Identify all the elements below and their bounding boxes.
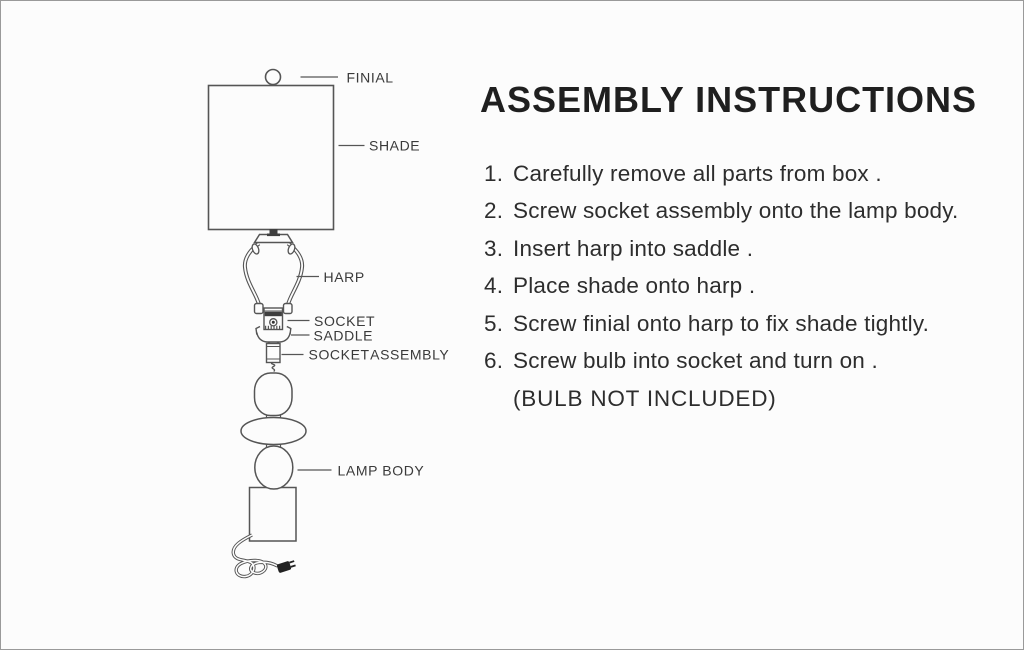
instruction-step-3 [484,230,959,268]
step-number: 4. [484,273,504,299]
instruction-step-1 [484,155,959,193]
instruction-step-5 [484,305,959,343]
finial-drawing [266,70,281,85]
label-socket: SOCKET [314,313,376,329]
label-finial: FINIAL [346,69,394,86]
bulb-not-included-note: (BULB NOT INCLUDED) [513,385,777,411]
socket-drawing [264,308,283,330]
step-text: Screw bulb into socket and turn on . [513,348,878,374]
lamp-diagram [1,1,461,650]
instruction-step-2 [484,193,959,231]
label-socket-assembly: SOCKET ASSEMBLY [308,346,450,363]
lamp-body-drawing [241,373,306,541]
instruction-step-6 [484,343,959,381]
step-number: 6. [484,348,504,374]
label-harp: HARP [323,269,365,285]
label-saddle: SADDLE [313,327,374,344]
step-text: Screw finial onto harp to fix shade tightly. [513,310,930,336]
step-number: 1. [484,160,504,186]
step-text: Carefully remove all parts from box . [513,160,882,186]
plug-icon [276,559,296,573]
harp-drawing [245,229,302,314]
label-shade: SHADE [369,137,421,154]
socket-assembly-drawing [267,344,281,372]
step-text: Insert harp into saddle . [513,235,754,261]
step-number: 2. [484,198,504,224]
instruction-steps [484,155,959,418]
step-text: Screw socket assembly onto the lamp body. [513,198,959,224]
step-number: 5. [484,310,504,336]
page-title: ASSEMBLY INSTRUCTIONS [480,79,978,120]
instruction-step-4 [484,268,959,306]
label-lamp-body: LAMP BODY [337,462,425,479]
shade-drawing [209,86,334,230]
step-number: 3. [484,235,504,261]
step-text: Place shade onto harp . [513,273,756,299]
